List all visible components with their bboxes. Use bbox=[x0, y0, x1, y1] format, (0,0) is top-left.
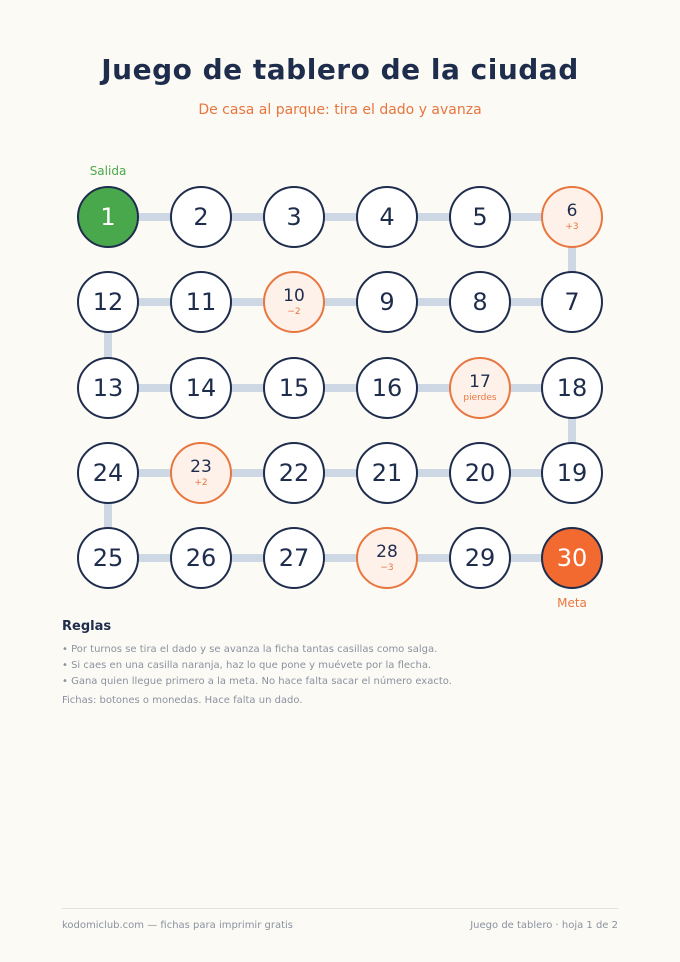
rule-item: • Si caes en una casilla naranja, haz lo que pone y muévete por la flecha. bbox=[62, 660, 432, 671]
cell-effect: pierdes bbox=[463, 392, 497, 403]
board-cell-7 bbox=[541, 271, 603, 333]
board-cell-22 bbox=[263, 442, 325, 504]
footer-divider bbox=[62, 908, 618, 909]
board-cell-5 bbox=[449, 186, 511, 248]
cell-effect: +3 bbox=[565, 221, 579, 232]
cell-number: 8 bbox=[472, 288, 488, 316]
cell-number: 30 bbox=[556, 544, 588, 572]
board-cell-10 bbox=[263, 271, 325, 333]
footer-site: kodomiclub.com — fichas para imprimir gratis bbox=[62, 920, 294, 931]
cell-number: 19 bbox=[556, 459, 588, 487]
page-title: Juego de tablero de la ciudad bbox=[101, 53, 579, 86]
cell-number: 13 bbox=[92, 374, 124, 402]
board-cell-16 bbox=[356, 357, 418, 419]
cell-number: 1 bbox=[100, 203, 116, 231]
rules-heading: Reglas bbox=[62, 619, 112, 634]
board-cell-11 bbox=[170, 271, 232, 333]
board-cell-20 bbox=[449, 442, 511, 504]
cell-number: 21 bbox=[371, 459, 403, 487]
cell-effect: −2 bbox=[287, 306, 301, 317]
start-label: Salida bbox=[89, 164, 127, 178]
board-cell-2 bbox=[170, 186, 232, 248]
cell-number: 16 bbox=[371, 374, 403, 402]
rule-item: • Gana quien llegue primero a la meta. No hace falta sacar el número exacto. bbox=[62, 676, 452, 687]
rules-list bbox=[62, 642, 642, 690]
board-cell-17 bbox=[449, 357, 511, 419]
cell-number: 17 bbox=[469, 371, 491, 392]
cell-number: 23 bbox=[190, 456, 212, 477]
cell-number: 27 bbox=[278, 544, 310, 572]
board-cell-29 bbox=[449, 527, 511, 589]
board-cell-18 bbox=[541, 357, 603, 419]
cell-number: 26 bbox=[185, 544, 217, 572]
cell-number: 29 bbox=[464, 544, 496, 572]
cell-number: 11 bbox=[185, 288, 217, 316]
footer-page-info: Juego de tablero · hoja 1 de 2 bbox=[470, 920, 618, 931]
board-cell-3 bbox=[263, 186, 325, 248]
cell-number: 24 bbox=[92, 459, 124, 487]
cell-number: 9 bbox=[379, 288, 395, 316]
board-cell-30 bbox=[541, 527, 603, 589]
board-cell-12 bbox=[77, 271, 139, 333]
cell-number: 7 bbox=[564, 288, 580, 316]
board-cell-14 bbox=[170, 357, 232, 419]
board-cell-27 bbox=[263, 527, 325, 589]
board-cell-21 bbox=[356, 442, 418, 504]
board-cell-6 bbox=[541, 186, 603, 248]
cell-number: 28 bbox=[376, 541, 398, 562]
board-cell-24 bbox=[77, 442, 139, 504]
cell-number: 6 bbox=[566, 200, 578, 221]
cell-number: 18 bbox=[556, 374, 588, 402]
cell-number: 25 bbox=[92, 544, 124, 572]
cell-number: 20 bbox=[464, 459, 496, 487]
page-subtitle: De casa al parque: tira el dado y avanza bbox=[198, 102, 482, 118]
cell-number: 10 bbox=[283, 285, 305, 306]
cell-effect: −3 bbox=[380, 562, 394, 573]
board-cell-13 bbox=[77, 357, 139, 419]
rules-note: Fichas: botones o monedas. Hace falta un dado. bbox=[62, 695, 303, 706]
board-cell-1 bbox=[77, 186, 139, 248]
board-cell-19 bbox=[541, 442, 603, 504]
board-cell-26 bbox=[170, 527, 232, 589]
cell-number: 15 bbox=[278, 374, 310, 402]
cell-number: 3 bbox=[286, 203, 302, 231]
board-cell-15 bbox=[263, 357, 325, 419]
board-cell-23 bbox=[170, 442, 232, 504]
board-cell-25 bbox=[77, 527, 139, 589]
goal-label: Meta bbox=[557, 596, 587, 610]
board-cell-4 bbox=[356, 186, 418, 248]
cell-number: 4 bbox=[379, 203, 395, 231]
board-cell-8 bbox=[449, 271, 511, 333]
rule-item: • Por turnos se tira el dado y se avanza la ficha tantas casillas como salga. bbox=[62, 644, 438, 655]
cell-effect: +2 bbox=[194, 477, 208, 488]
cell-number: 12 bbox=[92, 288, 124, 316]
cell-number: 2 bbox=[193, 203, 209, 231]
board-cell-28 bbox=[356, 527, 418, 589]
cell-number: 22 bbox=[278, 459, 310, 487]
cell-number: 14 bbox=[185, 374, 217, 402]
cell-number: 5 bbox=[472, 203, 488, 231]
board-cell-9 bbox=[356, 271, 418, 333]
